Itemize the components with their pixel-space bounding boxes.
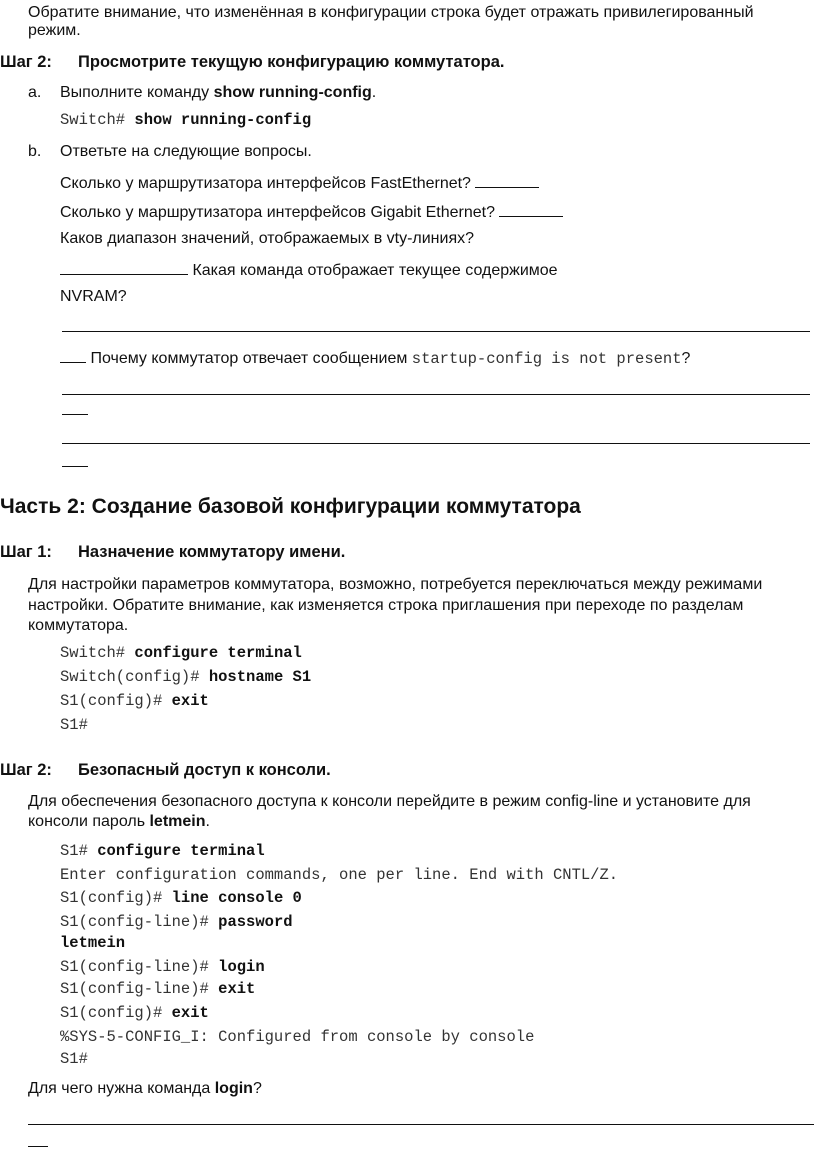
code-line: S1(config)# exit [60,692,209,710]
answer-line[interactable] [62,331,810,332]
paragraph-line: Для обеспечения безопасного доступа к консоли перейдите в режим config-line и установите для [28,793,751,810]
intro-line-2: режим. [28,22,81,39]
code-line: Switch# configure terminal [60,644,302,662]
step-label: Шаг 2: [0,761,52,779]
answer-line[interactable] [28,1124,814,1125]
paragraph-line: коммутатора. [28,617,129,634]
item-letter-a: a. [28,84,42,101]
answer-line-short[interactable] [28,1146,48,1147]
item-letter-b: b. [28,143,42,160]
code-line: Switch(config)# hostname S1 [60,668,312,686]
code-line: S1# [60,1050,88,1068]
question-login: Для чего нужна команда login? [28,1080,262,1097]
answer-line[interactable] [62,394,810,395]
answer-blank[interactable] [499,200,563,217]
intro-line-1: Обратите внимание, что изменённая в конфигурации строка будет отражать привилегированный [28,4,754,21]
question-nvram: Какая команда отображает текущее содержимое [60,258,558,281]
part-title: Часть 2: Создание базовой конфигурации коммутатора [0,495,581,518]
code-line: %SYS-5-CONFIG_I: Configured from console by console [60,1028,535,1046]
step-title: Просмотрите текущую конфигурацию коммутатора. [78,53,505,71]
code-line: S1# [60,716,88,734]
item-a-text: Выполните команду show running-config. [60,84,377,101]
answer-line-short[interactable] [62,466,88,467]
code-line: S1# configure terminal [60,842,265,860]
question-startup: Почему коммутатор отвечает сообщением startup-config is not present? [60,346,690,369]
step-label: Шаг 1: [0,543,52,561]
code-line: S1(config-line)# login [60,958,265,976]
question-nvram-end: NVRAM? [60,288,127,305]
answer-blank[interactable] [60,346,86,363]
paragraph-line: Для настройки параметров коммутатора, возможно, потребуется переключаться между режимами [28,576,763,593]
paragraph-line: настройки. Обратите внимание, как изменяется строка приглашения при переходе по разделам [28,597,744,614]
code-line: S1(config-line)# exit [60,980,256,998]
item-b-text: Ответьте на следующие вопросы. [60,143,312,160]
code-line: Switch# show running-config [60,111,312,129]
answer-line-short[interactable] [62,414,88,415]
paragraph-line: консоли пароль letmein. [28,813,210,830]
code-line: S1(config)# exit [60,1004,209,1022]
step-title: Назначение коммутатору имени. [78,543,346,561]
answer-blank[interactable] [475,171,539,188]
question-gigabit: Сколько у маршрутизатора интерфейсов Gigabit Ethernet? [60,200,563,223]
step-label: Шаг 2: [0,53,52,71]
question-fastethernet: Сколько у маршрутизатора интерфейсов FastEthernet? [60,171,539,194]
code-line: S1(config-line)# password [60,913,293,931]
question-vty: Каков диапазон значений, отображаемых в vty-линиях? [60,230,475,247]
answer-blank[interactable] [60,258,188,275]
code-line: S1(config)# line console 0 [60,889,302,907]
step-title: Безопасный доступ к консоли. [78,761,331,779]
code-line: Enter configuration commands, one per line. End with CNTL/Z. [60,866,619,884]
code-line: letmein [60,934,126,952]
answer-line[interactable] [62,443,810,444]
